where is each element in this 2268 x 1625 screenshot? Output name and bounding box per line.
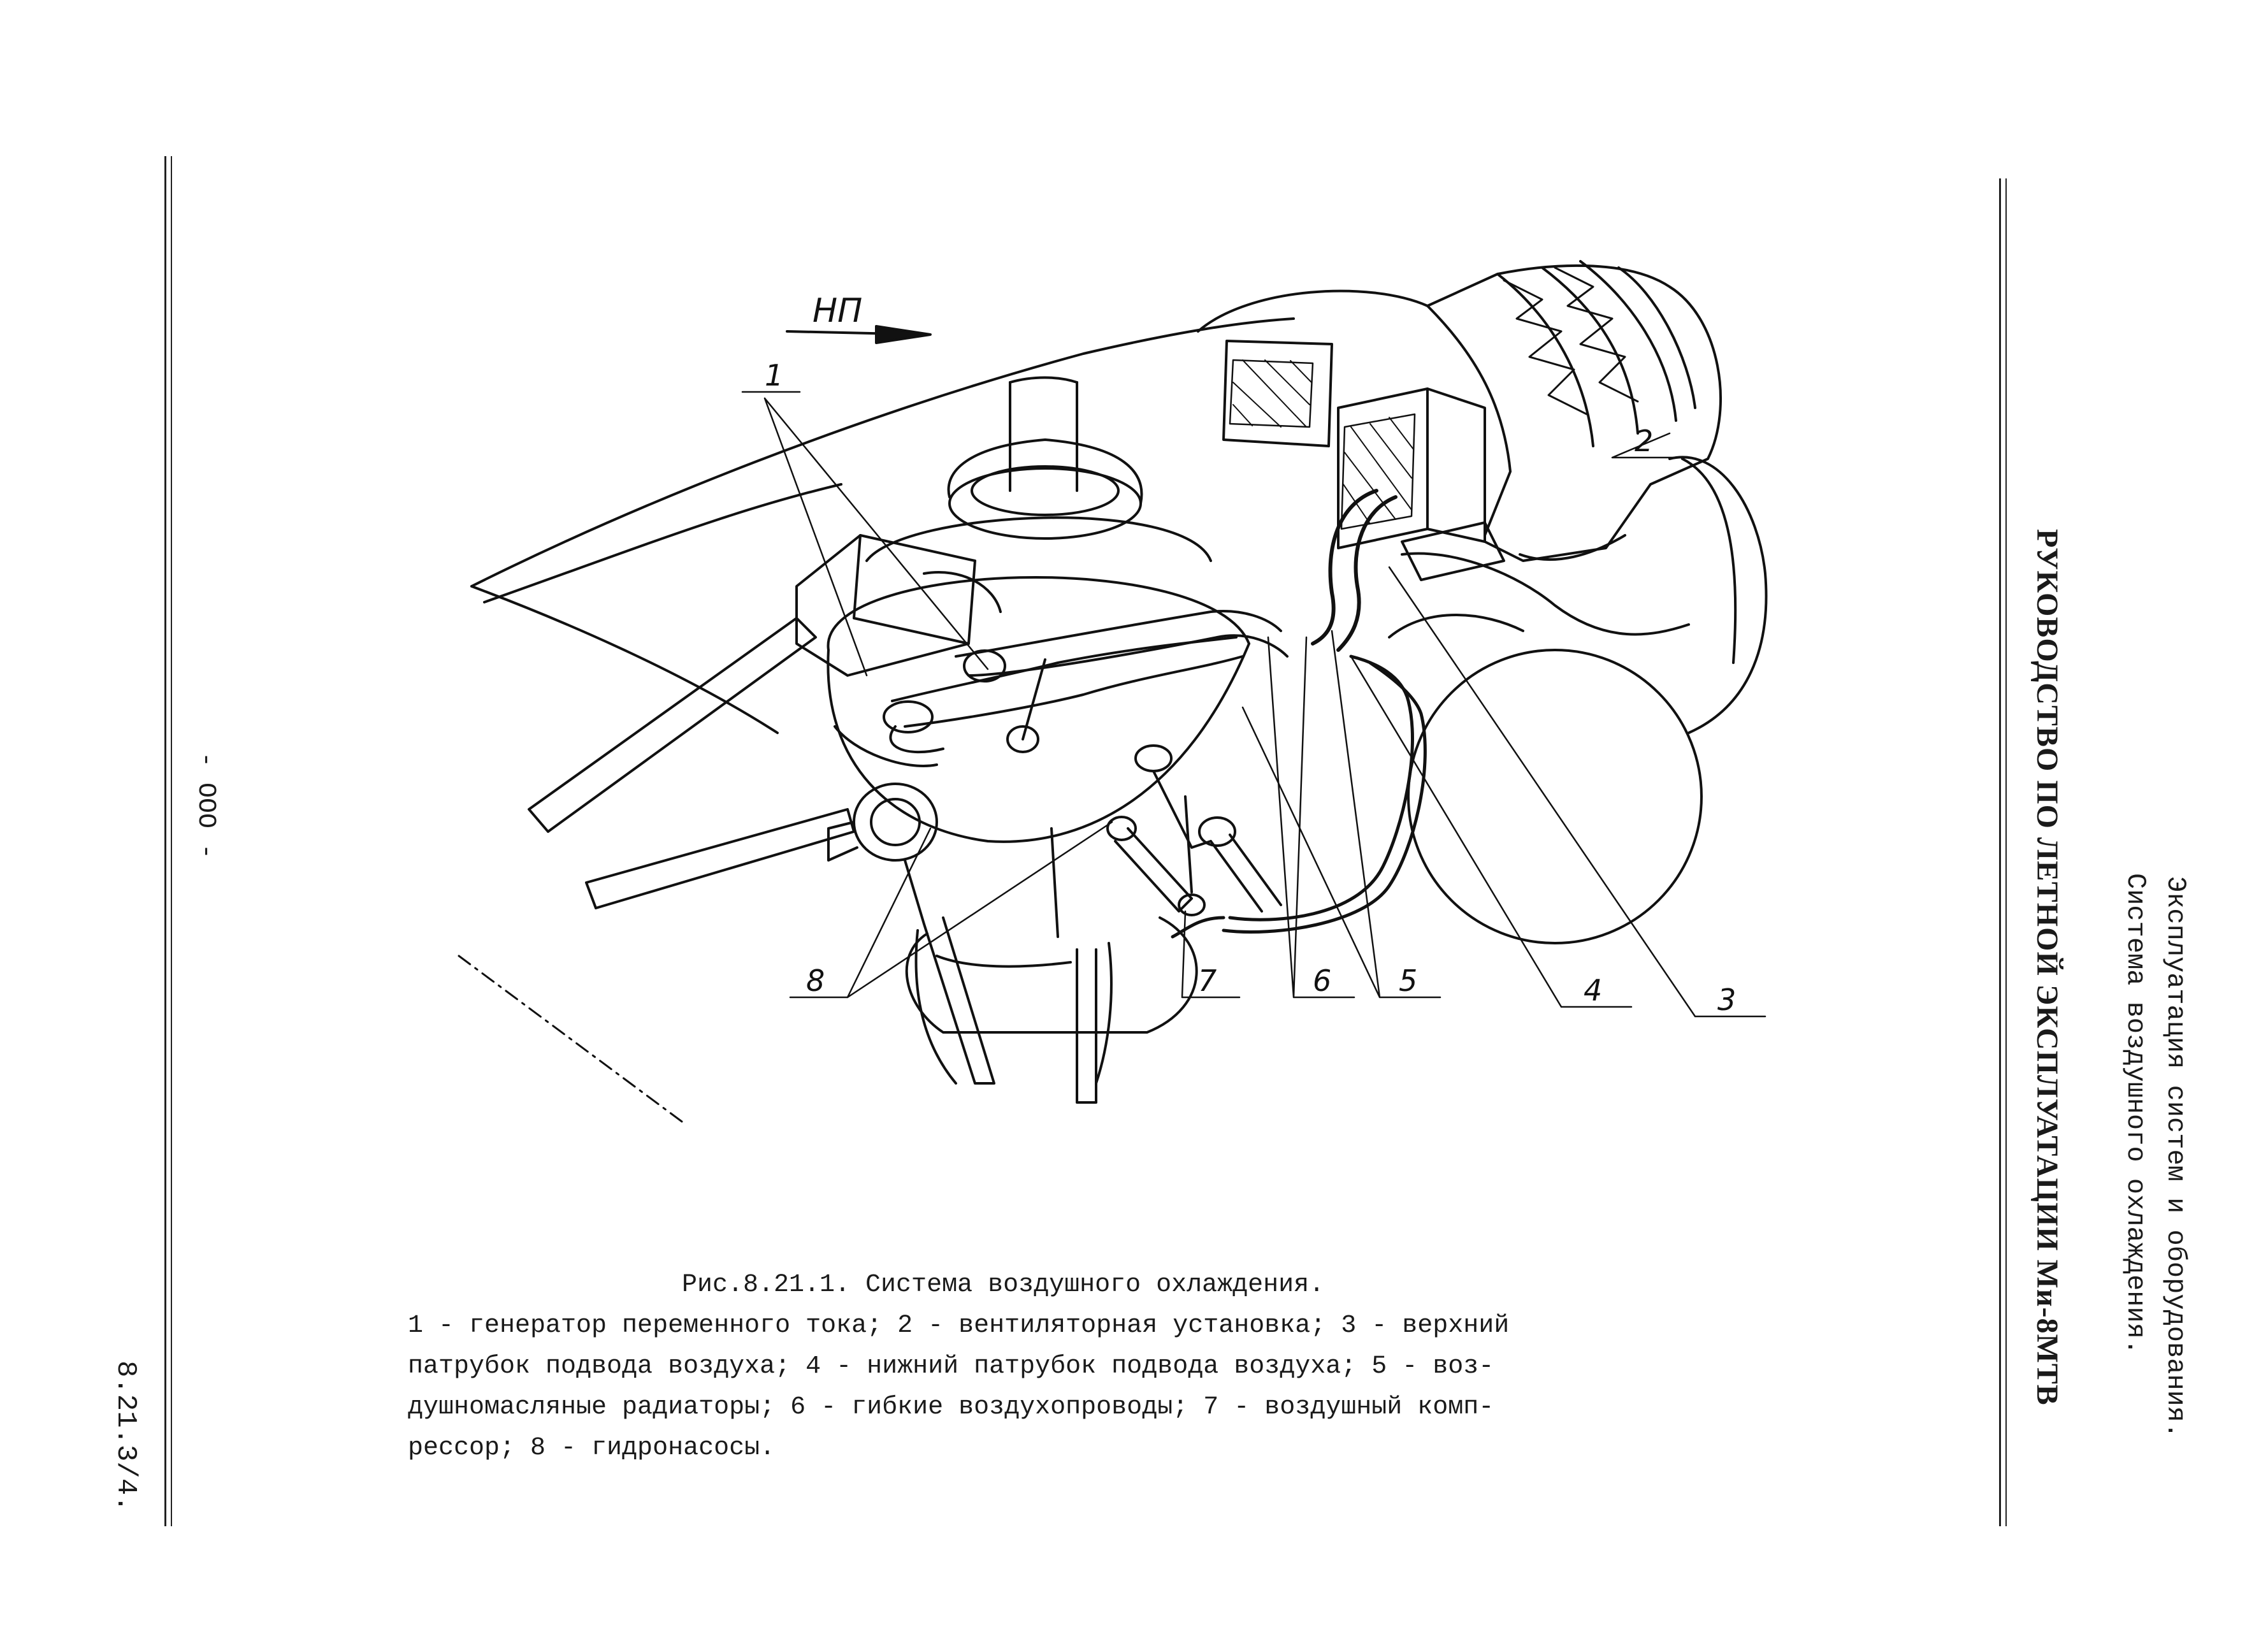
callout-8: 8 [806, 964, 825, 998]
caption-title: Рис.8.21.1. Система воздушного охлаждения. [682, 1271, 1325, 1299]
caption-line-4: рессор; 8 - гидронасосы. [408, 1434, 776, 1462]
callout-2: 2 [1635, 424, 1654, 458]
subsection-title: Система воздушного охлаждения. [2120, 873, 2151, 1355]
caption-line-2: патрубок подвода воздуха; 4 - нижний патрубок подвода воздуха; 5 - воз- [408, 1352, 1494, 1381]
callout-6: 6 [1313, 964, 1332, 998]
figure-caption [408, 1265, 1810, 1469]
callout-4: 4 [1584, 973, 1603, 1007]
caption-line-3: душномасляные радиаторы; 6 - гибкие воздухопроводы; 7 - воздушный комп- [408, 1393, 1494, 1422]
callout-5: 5 [1399, 964, 1418, 998]
page-marker: - ООО - [191, 752, 220, 860]
page-number: 8.21.3/4. [110, 1361, 141, 1512]
caption-line-1: 1 - генератор переменного тока; 2 - вентиляторная установка; 3 - верхний [408, 1311, 1510, 1340]
callout-7: 7 [1198, 964, 1217, 998]
section-title: Эксплуатация систем и оборудования. [2160, 876, 2191, 1439]
direction-arrow [787, 292, 930, 343]
direction-label: НП [813, 292, 863, 330]
manual-title: РУКОВОДСТВО ПО ЛЕТНОЙ ЭКСПЛУАТАЦИИ Ми-8МТВ [2030, 529, 2064, 1406]
callout-3: 3 [1717, 983, 1737, 1017]
callout-1: 1 [765, 358, 784, 393]
